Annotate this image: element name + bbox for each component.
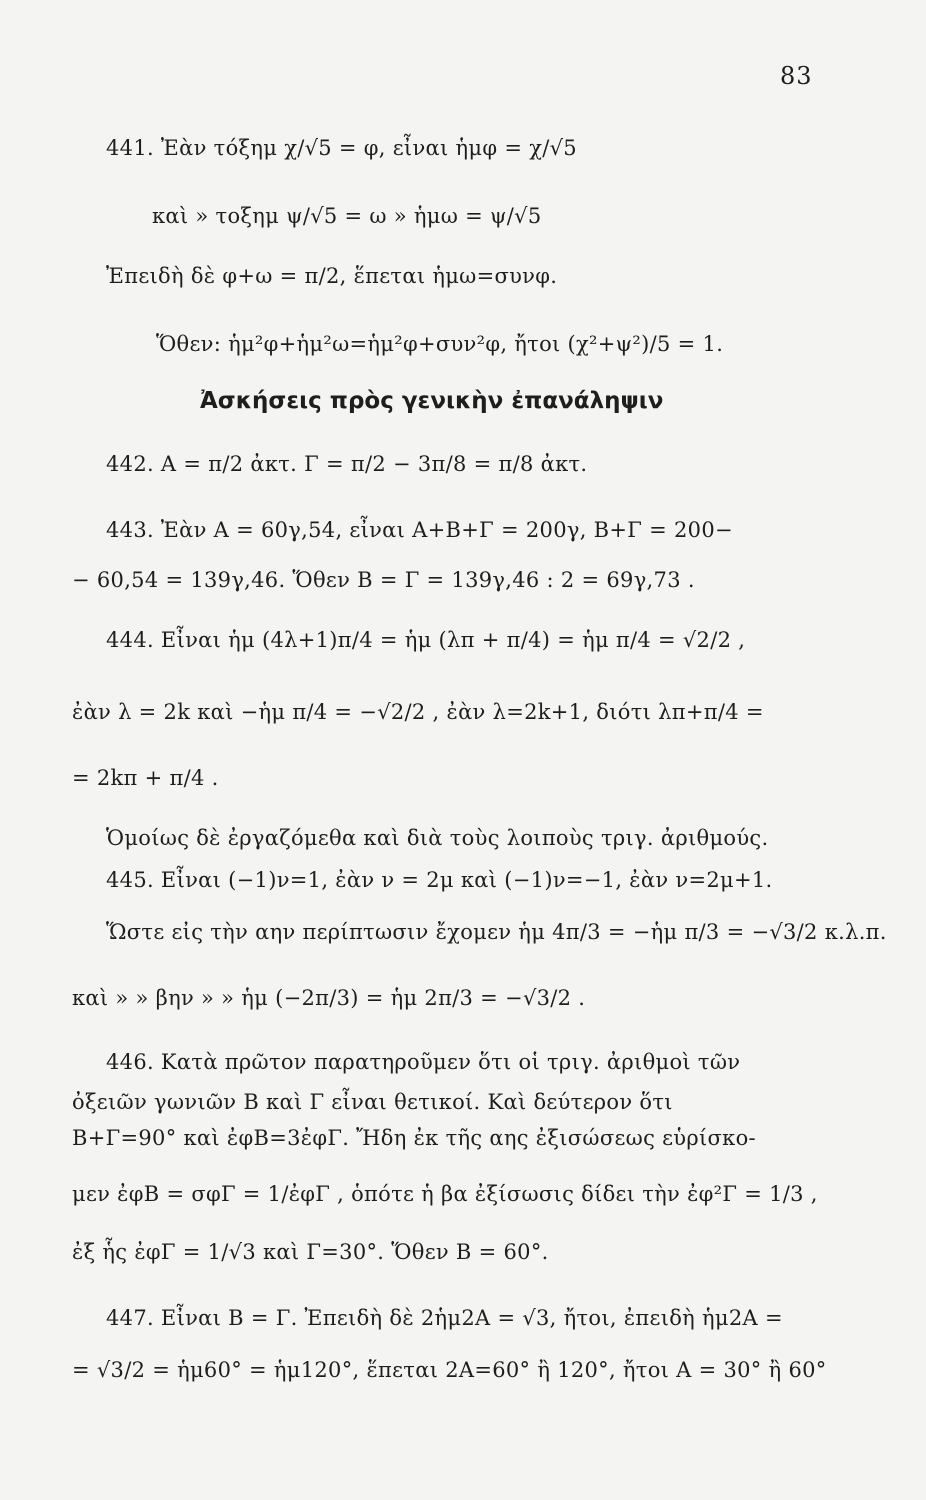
- exercise-446-line-2: ὀξειῶν γωνιῶν Β καὶ Γ εἶναι θετικοί. Καὶ δεύτερον ὅτι: [72, 1090, 673, 1114]
- exercise-444-line-4: Ὁμοίως δὲ ἐργαζόμεθα καὶ διὰ τοὺς λοιποὺς τριγ. ἀριθμούς.: [106, 826, 769, 850]
- exercise-444-line-3: = 2kπ + π/4 .: [72, 766, 219, 790]
- exercise-447-line-2: = √3/2 = ἡμ60° = ἡμ120°, ἕπεται 2Α=60° ἢ 120°, ἤτοι Α = 30° ἢ 60°: [72, 1358, 827, 1382]
- exercise-446-line-3: Β+Γ=90° καὶ ἐφΒ=3ἐφΓ. Ἤδη ἐκ τῆς αης ἐξισώσεως εὑρίσκο-: [72, 1126, 756, 1150]
- exercise-444-line-1: 444. Εἶναι ἡμ (4λ+1)π/4 = ἡμ (λπ + π/4) = ἡμ π/4 = √2/2 ,: [106, 628, 746, 652]
- exercise-441-line-1: 441. Ἐὰν τόξημ χ/√5 = φ, εἶναι ἡμφ = χ/√5: [106, 136, 577, 160]
- exercise-441-line-3: Ἐπειδὴ δὲ φ+ω = π/2, ἕπεται ἡμω=συνφ.: [106, 264, 558, 288]
- exercise-445-line-3: καὶ » » βην » » ἡμ (−2π/3) = ἡμ 2π/3 = −√3/2 .: [72, 986, 586, 1010]
- exercise-447-line-1: 447. Εἶναι Β = Γ. Ἐπειδὴ δὲ 2ἡμ2Α = √3, ἤτοι, ἐπειδὴ ἡμ2Α =: [106, 1306, 783, 1330]
- page-number: 83: [780, 62, 813, 90]
- exercise-443-line-2: − 60,54 = 139γ,46. Ὅθεν Β = Γ = 139γ,46 : 2 = 69γ,73 .: [72, 568, 695, 592]
- section-heading: Ἀσκήσεις πρὸς γενικὴν ἐπανάληψιν: [200, 388, 664, 414]
- exercise-444-line-2: ἐὰν λ = 2k καὶ −ἡμ π/4 = −√2/2 , ἐὰν λ=2k+1, διότι λπ+π/4 =: [72, 700, 764, 724]
- exercise-442: 442. Α = π/2 ἀκτ. Γ = π/2 − 3π/8 = π/8 ἀκτ.: [106, 452, 588, 476]
- exercise-441-line-4: Ὅθεν: ἡμ²φ+ἡμ²ω=ἡμ²φ+συν²φ, ἤτοι (χ²+ψ²)/5 = 1.: [156, 332, 724, 356]
- exercise-446-line-4: μεν ἐφΒ = σφΓ = 1/ἐφΓ , ὁπότε ἡ βα ἐξίσωσις δίδει τὴν ἐφ²Γ = 1/3 ,: [72, 1182, 818, 1206]
- exercise-445-line-2: Ὥστε εἰς τὴν αην περίπτωσιν ἔχομεν ἡμ 4π/3 = −ἡμ π/3 = −√3/2 κ.λ.π.: [106, 920, 887, 944]
- exercise-446-line-5: ἐξ ἧς ἐφΓ = 1/√3 καὶ Γ=30°. Ὅθεν Β = 60°.: [72, 1240, 549, 1264]
- exercise-443-line-1: 443. Ἐὰν Α = 60γ,54, εἶναι Α+Β+Γ = 200γ, Β+Γ = 200−: [106, 518, 733, 542]
- exercise-441-line-2: καὶ » τοξημ ψ/√5 = ω » ἡμω = ψ/√5: [152, 204, 542, 228]
- exercise-446-line-1: 446. Κατὰ πρῶτον παρατηροῦμεν ὅτι οἱ τριγ. ἀριθμοὶ τῶν: [106, 1050, 741, 1074]
- exercise-445-line-1: 445. Εἶναι (−1)ν=1, ἐὰν ν = 2μ καὶ (−1)ν=−1, ἐὰν ν=2μ+1.: [106, 868, 773, 892]
